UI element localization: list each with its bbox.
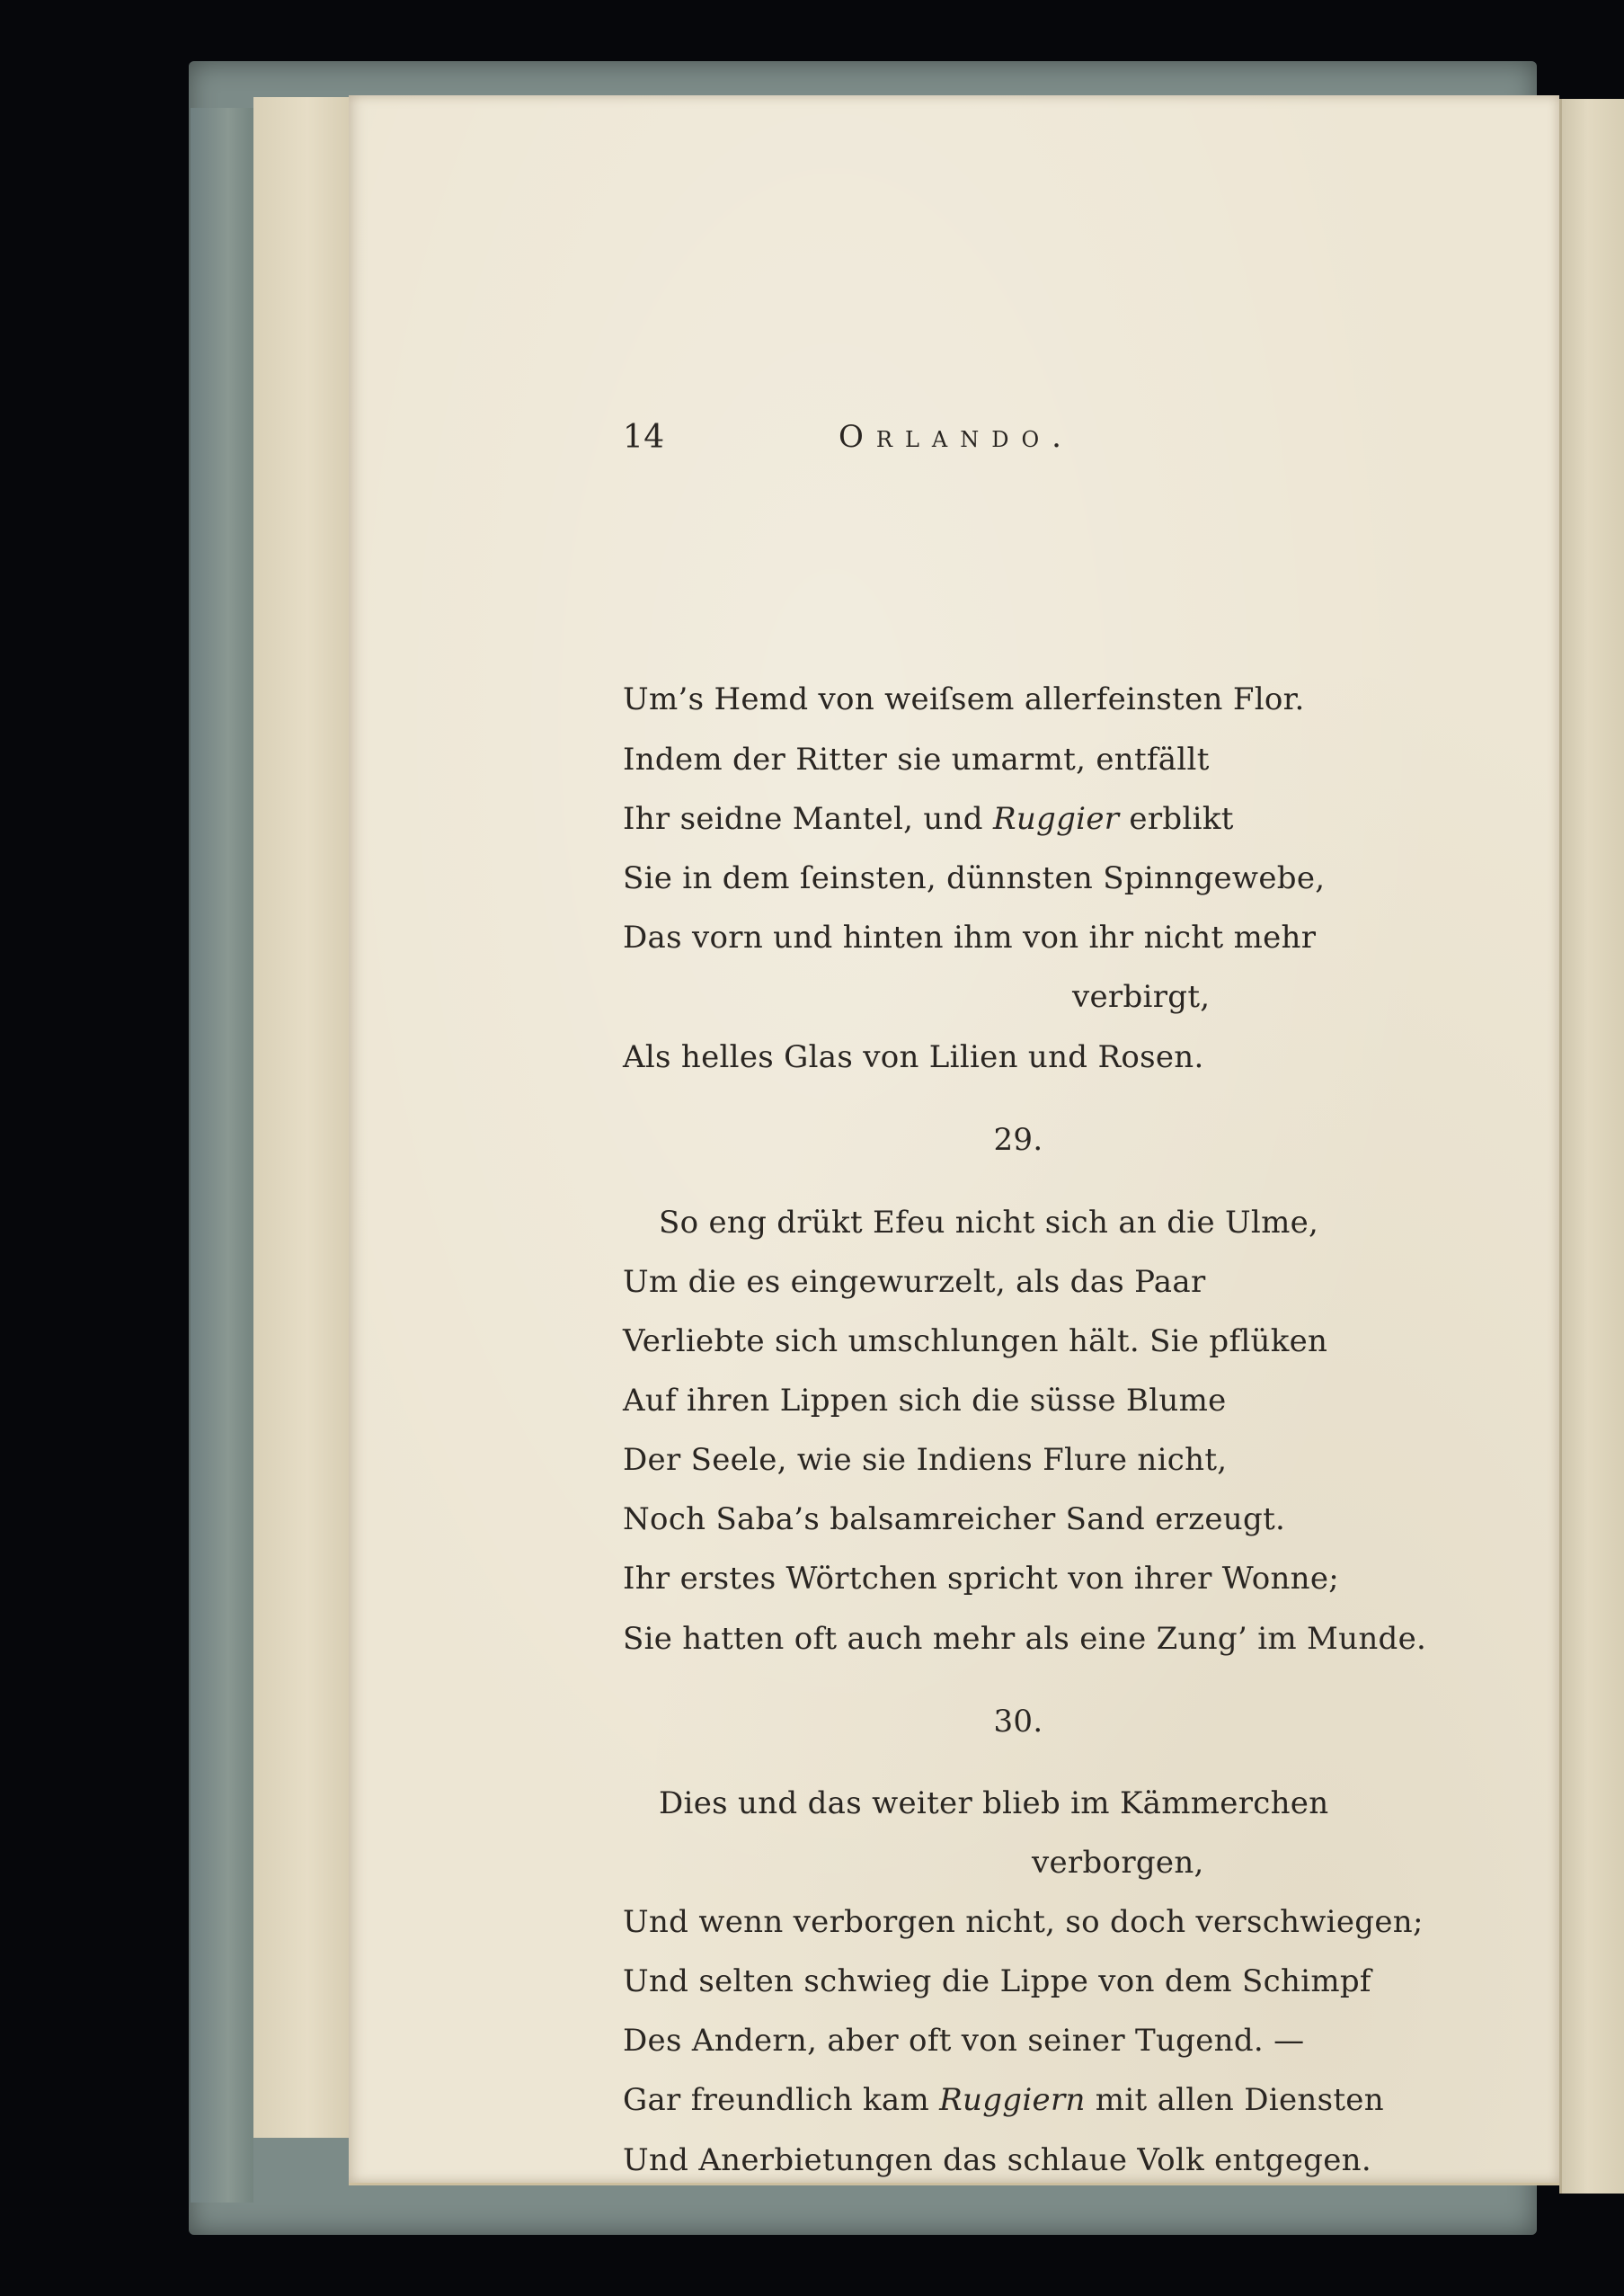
- verse-line: Dies und das weiter blieb im Kämmerchen: [659, 1785, 1329, 1821]
- verse-line: Der Seele, wie sie Indiens Flure nicht,: [623, 1442, 1228, 1478]
- verse-line: Des Andern, aber oft von seiner Tugend. —: [623, 2023, 1305, 2059]
- verse-line: Verliebte sich umschlungen hält. Sie pflüken: [623, 1323, 1328, 1359]
- verse-line: Um’s Hemd von weiſsem allerfeinsten Flor.: [623, 681, 1305, 717]
- verse-line: Als helles Glas von Lilien und Rosen.: [623, 1039, 1204, 1075]
- running-title: Orlando.: [839, 419, 1074, 455]
- book-spine: [191, 108, 253, 2203]
- page-number: 14: [623, 419, 665, 456]
- verse-line: Noch Saba’s balsamreicher Sand erzeugt.: [623, 1501, 1286, 1537]
- page-header: [623, 325, 1414, 456]
- stanza-number: 29.: [993, 1122, 1043, 1158]
- verse-line: Ihr erstes Wörtchen spricht von ihrer Wonne;: [623, 1561, 1340, 1597]
- verse-line: Gar freundlich kam Ruggiern mit allen Diensten: [623, 2082, 1384, 2118]
- italic-name: Ruggier: [992, 801, 1120, 837]
- flyleaf-edge: [253, 97, 363, 2138]
- verse-line: Um die es eingewurzelt, als das Paar: [623, 1264, 1206, 1300]
- verse-line: Sie hatten oft auch mehr als eine Zung’ im Munde.: [623, 1621, 1427, 1657]
- verse-line: Und Anerbietungen das schlaue Volk entgegen.: [623, 2142, 1371, 2178]
- stanza-number: 30.: [993, 1704, 1043, 1740]
- verse-line: Ihr seidne Mantel, und Ruggier erblikt: [623, 801, 1234, 837]
- verse-line: Das vorn und hinten ihm von ihr nicht mehr: [623, 920, 1317, 956]
- verse-line-continuation: verborgen,: [1032, 1845, 1204, 1881]
- verse-line: Und wenn verborgen nicht, so doch verschwiegen;: [623, 1904, 1424, 1940]
- verse-line: Sie in dem ſeinsten, dünnsten Spinngewebe,: [623, 860, 1326, 896]
- page-edges: [1559, 99, 1624, 2194]
- verse-line: Auf ihren Lippen sich die süsse Blume: [623, 1383, 1227, 1419]
- italic-name: Ruggiern: [939, 2082, 1086, 2118]
- book-page: [349, 95, 1559, 2185]
- verse-line: So eng drükt Efeu nicht sich an die Ulme,: [659, 1205, 1319, 1241]
- verse-line: Und selten schwieg die Lippe von dem Schimpf: [623, 1963, 1371, 1999]
- verse-line: Indem der Ritter sie umarmt, entfällt: [623, 742, 1210, 778]
- verse-line-continuation: verbirgt,: [1072, 979, 1211, 1015]
